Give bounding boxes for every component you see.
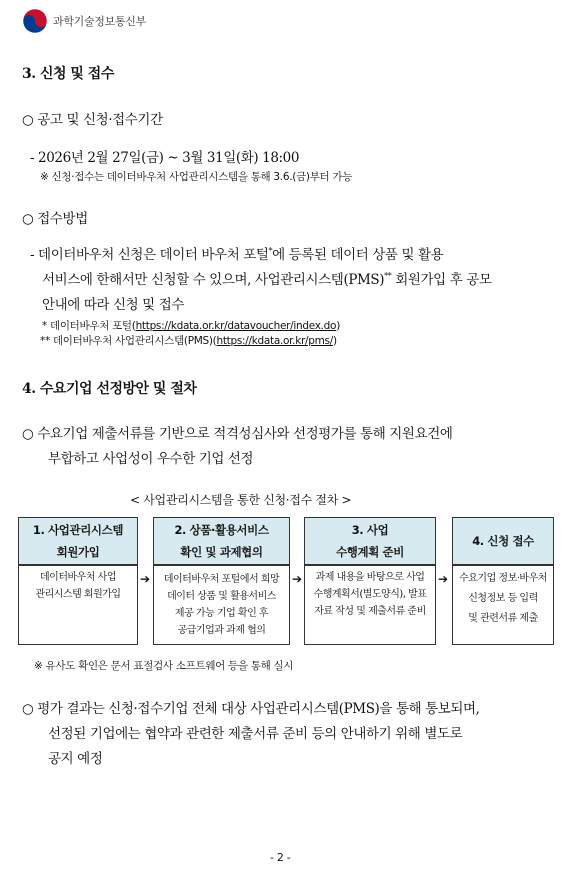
step-3-body: 과제 내용을 바탕으로 사업 수행계획서(별도양식), 발표 자료 작성 및 제출서류 준비 bbox=[304, 565, 436, 645]
arrow-icon: ➔ bbox=[140, 572, 151, 586]
result-item-line-2: 선정된 기업에는 협약과 관련한 제출서류 준비 등의 안내하기 위해 별도로 bbox=[48, 726, 463, 742]
process-title: < 사업관리시스템을 통한 신청·접수 절차 > bbox=[130, 493, 352, 507]
ministry-logo bbox=[22, 8, 146, 34]
step-2-header: 2. 상품·활용서비스 확인 및 과제협의 bbox=[153, 517, 290, 565]
method-line-1: - 데이터바우처 신청은 데이터 바우처 포털*에 등록된 데이터 상품 및 활용 bbox=[30, 246, 444, 263]
footnote-portal: * 데이터바우처 포털(https://kdata.or.kr/datavoucher/index.do) bbox=[42, 320, 340, 332]
selection-item-line-1: ○ 수요기업 제출서류를 기반으로 적격성심사와 선정평가를 통해 지원요건에 bbox=[22, 426, 453, 442]
taegeuk-emblem-icon bbox=[22, 8, 48, 34]
result-item-line-1: ○ 평가 결과는 신청·접수기업 전체 대상 사업관리시스템(PMS)을 통해 통보되며, bbox=[22, 701, 480, 717]
step-1-body: 데이터바우처 사업 관리시스템 회원가입 bbox=[18, 565, 138, 645]
pms-link[interactable]: https://kdata.or.kr/pms/ bbox=[216, 335, 333, 347]
step-3-header: 3. 사업 수행계획 준비 bbox=[304, 517, 436, 565]
arrow-icon: ➔ bbox=[292, 572, 303, 586]
method-heading: ○ 접수방법 bbox=[22, 211, 88, 227]
step-2-body: 데이터바우처 포털에서 희망 데이터 상품 및 활용서비스 제공 가능 기업 확인 후 공급기업과 과제 협의 bbox=[153, 565, 290, 645]
period-text: - 2026년 2월 27일(금) ~ 3월 31일(화) 18:00 bbox=[30, 150, 300, 166]
selection-item-line-2: 부합하고 사업성이 우수한 기업 선정 bbox=[48, 451, 254, 467]
step-1-header: 1. 사업관리시스템 회원가입 bbox=[18, 517, 138, 565]
footnote-pms: ** 데이터바우처 사업관리시스템(PMS)(https://kdata.or.kr/pms/) bbox=[40, 335, 337, 347]
ministry-name: 과학기술정보통신부 bbox=[53, 15, 146, 28]
method-line-2: 서비스에 한해서만 신청할 수 있으며, 사업관리시스템(PMS)** 회원가입 후 공모 bbox=[42, 271, 492, 288]
page-number: - 2 - bbox=[270, 851, 291, 864]
period-note: ※ 신청·접수는 데이터바우처 사업관리시스템을 통해 3.6.(금)부터 가능 bbox=[40, 171, 353, 183]
period-heading: ○ 공고 및 신청·접수기간 bbox=[22, 112, 163, 128]
method-line-3: 안내에 따라 신청 및 접수 bbox=[42, 297, 184, 313]
portal-link[interactable]: https://kdata.or.kr/datavoucher/index.do bbox=[135, 320, 337, 332]
arrow-icon: ➔ bbox=[438, 572, 449, 586]
step-4-body: 수요기업 정보·바우처 신청정보 등 입력 및 관련서류 제출 bbox=[452, 565, 554, 645]
process-note: ※ 유사도 확인은 문서 표절검사 소프트웨어 등을 통해 실시 bbox=[34, 660, 294, 672]
section-4-title: 4. 수요기업 선정방안 및 절차 bbox=[22, 381, 197, 397]
section-3-title: 3. 신청 및 접수 bbox=[22, 66, 114, 82]
step-4-header: 4. 신청 접수 bbox=[452, 517, 554, 565]
result-item-line-3: 공지 예정 bbox=[48, 751, 103, 767]
